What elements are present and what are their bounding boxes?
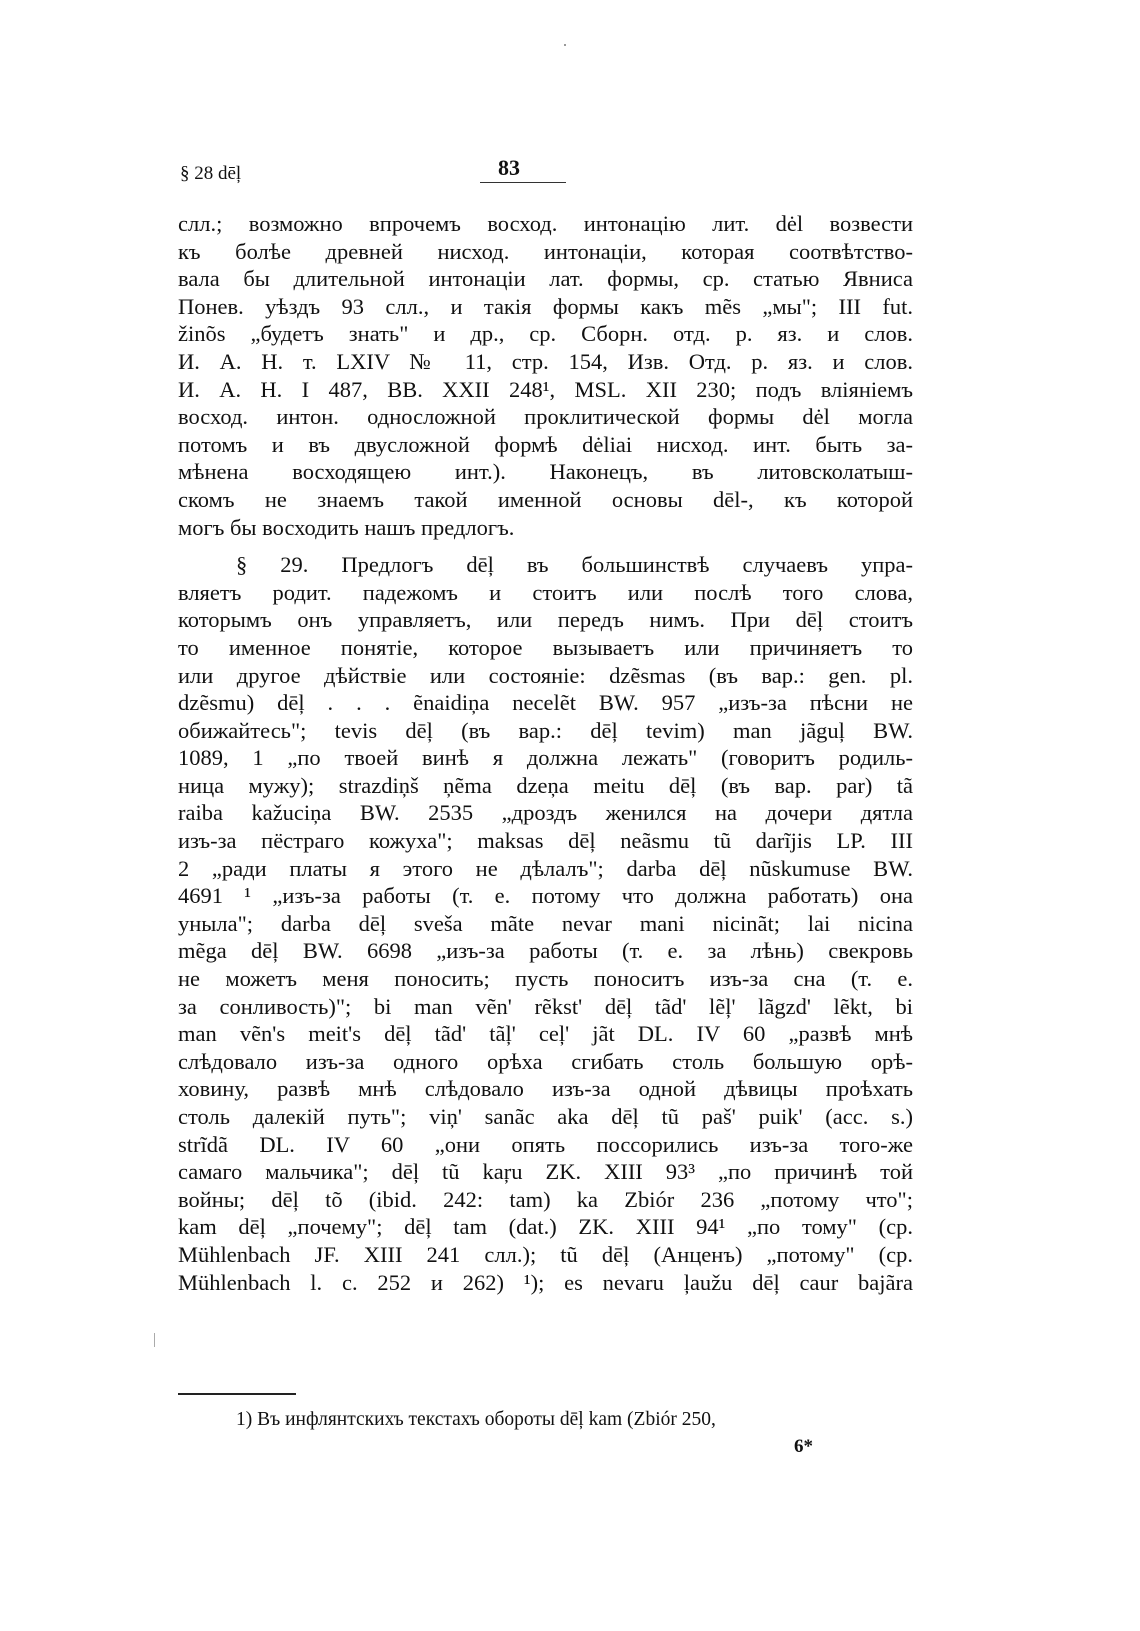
text-line: изъ-за пёстраго кожуха"; maksas dēļ neãsmu tũ darĩjis LP. III: [178, 828, 913, 854]
text-line: которымъ онъ управляетъ, или передъ нимъ. При dēļ стоитъ: [178, 607, 913, 633]
text-line: войны; dēļ tõ (ibid. 242: tam) ka Zbiór 236 „потому что";: [178, 1186, 913, 1212]
footnote: [178, 1406, 913, 1434]
text-line: вала бы длительной интонаціи лат. формы, ср. статью Явниса: [178, 266, 913, 292]
text-line: dzẽsmu) dēļ . . . ẽnaidiņa necelẽt BW. 957 „изъ-за пѣсни не: [178, 690, 913, 716]
text-line: Понев. уѣздъ 93 слл., и такія формы какъ mẽs „мы"; III fut.: [178, 293, 913, 319]
text-line: вляетъ родит. падежомъ и стоитъ или послѣ того слова,: [178, 579, 913, 605]
header-rule: [480, 182, 566, 183]
text-line: raiba kažuciņa BW. 2535 „дроздъ женился на дочери дятла: [178, 800, 913, 826]
print-speck: [564, 44, 566, 46]
text-line: то именное понятіе, которое вызываетъ или причиняетъ то: [178, 634, 913, 660]
text-line: Mühlenbach l. c. 252 и 262) ¹); es nevaru ļaužu dēļ caur bajãra: [178, 1269, 913, 1295]
text-line: žinõs „будетъ знать" и др., ср. Сборн. отд. р. яз. и слов.: [178, 321, 913, 347]
text-line: за сонливость)"; bi man vẽn' rẽkst' dēļ tãd' lẽļ' lãgzd' lẽkt, bi: [178, 993, 913, 1019]
text-line: или другое дѣйствіе или состояніе: dzẽsmas (въ вар.: gen. pl.: [178, 662, 913, 688]
paragraph-1: [178, 210, 913, 541]
text-line: § 29. Предлогъ dēļ въ большинствѣ случаевъ упра-: [236, 552, 913, 578]
text-line: ница мужу); strazdiņš ņẽma dzeņa meitu dēļ (въ вар. par) tã: [178, 772, 913, 798]
text-line: 2 „ради платы я этого не дѣлалъ"; darba dēļ nũskumuse BW.: [178, 855, 913, 881]
text-line: восход. интон. односложной проклитической формы dėl могла: [178, 404, 913, 430]
text-line: могъ бы восходить нашъ предлогъ.: [178, 514, 515, 540]
text-line: strĩdã DL. IV 60 „они опять поссорились изъ-за того-же: [178, 1131, 913, 1157]
text-line: уныла"; darba dēļ sveša mãte nevar mani nicinãt; lai nicina: [178, 910, 913, 936]
text-line: 1089, 1 „по твоей винѣ я должна лежать" (говоритъ родиль-: [178, 745, 913, 771]
text-line: обижайтесь"; tevis dēļ (въ вар.: dēļ tevim) man jãguļ BW.: [178, 717, 913, 743]
page-number: 83: [498, 155, 520, 180]
text-line: скомъ не знаемъ такой именной основы dēl-, къ которой: [178, 486, 913, 512]
text-line: слл.; возможно впрочемъ восход. интонацію лит. dėl возвести: [178, 211, 913, 236]
text-line: не можетъ меня поносить; пусть поноситъ изъ-за сна (т. е.: [178, 966, 913, 992]
text-line: самаго мальчика"; dēļ tũ kaŗu ZK. XIII 93³ „по причинѣ той: [178, 1159, 913, 1185]
text-line: слѣдовало изъ-за одного орѣха сгибать столь большую орѣ-: [178, 1048, 913, 1074]
text-line: И. А. Н. т. LXIV № 11, стр. 154, Изв. Отд. р. яз. и слов.: [178, 348, 913, 374]
text-line: И. А. Н. I 487, BB. XXII 248¹, MSL. XII 230; подъ вліяніемъ: [178, 376, 913, 402]
text-line: ховину, развѣ мнѣ слѣдовало изъ-за одной дѣвицы проѣхать: [178, 1076, 913, 1102]
footnote-rule: [178, 1393, 296, 1395]
running-header: [178, 155, 913, 185]
text-line: kam dēļ „почему"; dēļ tam (dat.) ZK. XIII 94¹ „по тому" (ср.: [178, 1214, 913, 1240]
text-line: Mühlenbach JF. XIII 241 слл.); tũ dēļ (Анценъ) „потому" (ср.: [178, 1241, 913, 1267]
footnote-text: 1) Въ инфлянтскихъ текстахъ обороты dēļ kam (Zbiór 250,: [236, 1409, 716, 1430]
signature-mark: 6*: [794, 1436, 813, 1457]
text-line: потомъ и въ двусложной формѣ dėliai нисход. инт. быть за-: [178, 431, 913, 457]
text-line: мѣнена восходящею инт.). Наконецъ, въ литовсколатыш-: [178, 459, 913, 485]
paragraph-2: [178, 551, 913, 1296]
margin-mark: [154, 1333, 155, 1347]
text-line: столь далекій путь"; viņ' sanãc aka dēļ tũ paš' puik' (acc. s.): [178, 1104, 913, 1129]
section-reference: § 28 dēļ: [180, 163, 242, 184]
text-line: къ болѣе древней нисход. интонаціи, которая соотвѣтство-: [178, 238, 913, 264]
text-line: 4691 ¹ „изъ-за работы (т. е. потому что должна работать) она: [178, 883, 913, 909]
text-line: mẽga dēļ BW. 6698 „изъ-за работы (т. е. за лѣнь) свекровь: [178, 938, 913, 964]
text-line: man vẽn's meit's dēļ tãd' tãļ' ceļ' jãt DL. IV 60 „развѣ мнѣ: [178, 1021, 913, 1047]
body-text: [178, 210, 913, 1296]
